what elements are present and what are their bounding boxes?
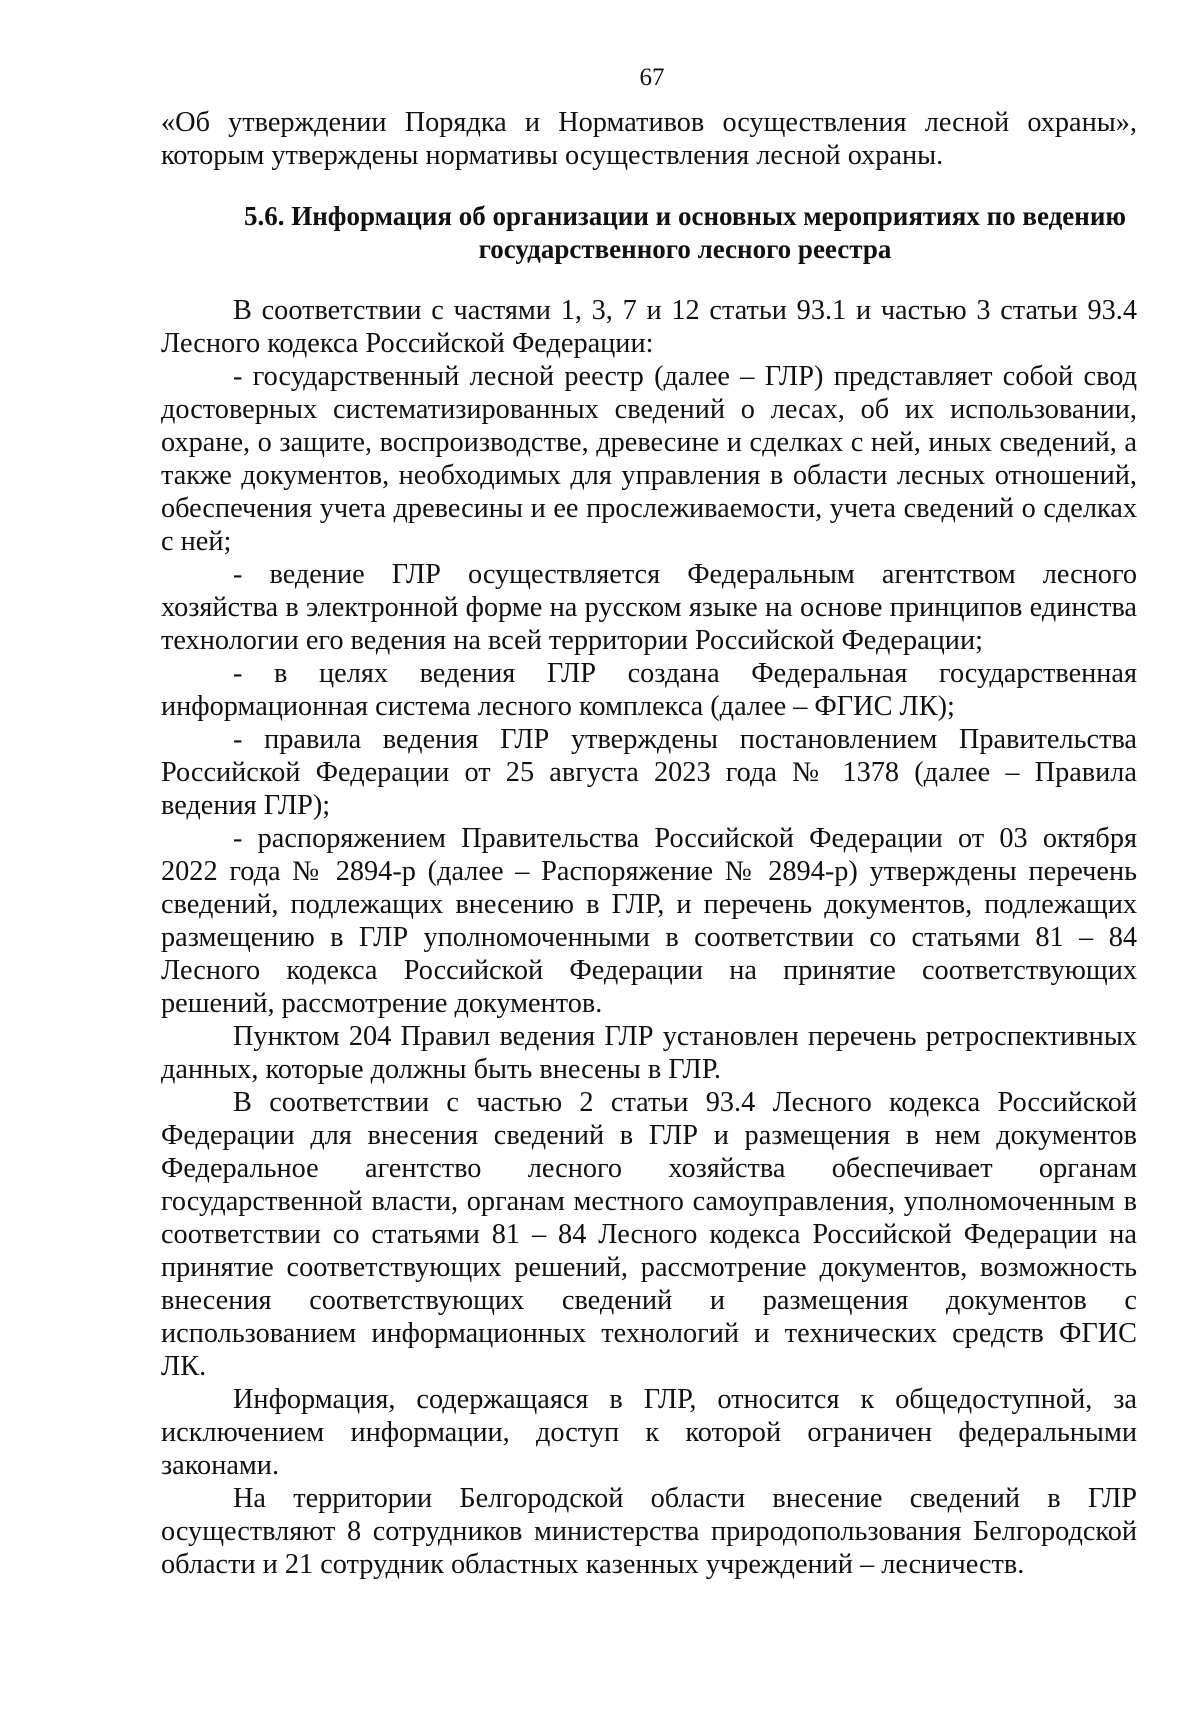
document-body: [161, 106, 1137, 1581]
paragraph: Пунктом 204 Правил ведения ГЛР установлен перечень ретроспективных данных, которые должны быть внесены в ГЛР.: [161, 1021, 1137, 1085]
list-item-paragraph: - ведение ГЛР осуществляется Федеральным агентством лесного хозяйства в электронной форме на русском языке на основе принципов единства технологии его ведения на всей территории Российской Федерации;: [161, 559, 1137, 656]
list-item-paragraph: - государственный лесной реестр (далее – ГЛР) представляет собой свод достоверных систематизированных сведений о лесах, об их использовании, охране, о защите, воспроизводстве, древесине и сделках с ней, иных сведений, а также документов, необходимых для управления в области лесных отношений, обеспечения учета древесины и ее прослеживаемости, учета сведений о сделках с ней;: [161, 361, 1137, 557]
list-item-paragraph: - распоряжением Правительства Российской Федерации от 03 октября 2022 года № 2894-р (далее – Распоряжение № 2894-р) утверждены перечень сведений, подлежащих внесению в ГЛР, и перечень документов, подлежащих размещению в ГЛР уполномоченными в соответствии со статьями 81 – 84 Лесного кодекса Российской Федерации на принятие соответствующих решений, рассмотрение документов.: [161, 823, 1137, 1019]
paragraph: Информация, содержащаяся в ГЛР, относится к общедоступной, за исключением информации, доступ к которой ограничен федеральными законами.: [161, 1384, 1137, 1481]
paragraph: В соответствии с частями 1, 3, 7 и 12 статьи 93.1 и частью 3 статьи 93.4 Лесного кодекса Российской Федерации:: [161, 295, 1137, 359]
list-item-paragraph: - правила ведения ГЛР утверждены постановлением Правительства Российской Федерации от 25 августа 2023 года № 1378 (далее – Правила ведения ГЛР);: [161, 724, 1137, 821]
section-heading: 5.6. Информация об организации и основных мероприятиях по ведению государственного лесного реестра: [243, 201, 1127, 264]
paragraph: На территории Белгородской области внесение сведений в ГЛР осуществляют 8 сотрудников министерства природопользования Белгородской области и 21 сотрудник областных казенных учреждений – лесничеств.: [161, 1483, 1137, 1580]
document-page: [161, 64, 1137, 1581]
paragraph: В соответствии с частью 2 статьи 93.4 Лесного кодекса Российской Федерации для внесения сведений в ГЛР и размещения в нем документов Федеральное агентство лесного хозяйства обеспечивает органам государственной власти, органам местного самоуправления, уполномоченным в соответствии со статьями 81 – 84 Лесного кодекса Российской Федерации на принятие соответствующих решений, рассмотрение документов, возможность внесения соответствующих сведений и размещения документов с использованием информационных технологий и технических средств ФГИС ЛК.: [161, 1087, 1137, 1382]
page-number: 67: [639, 64, 665, 91]
intro-continuation-paragraph: «Об утверждении Порядка и Нормативов осуществления лесной охраны», которым утверждены нормативы осуществления лесной охраны.: [161, 107, 1137, 171]
list-item-paragraph: - в целях ведения ГЛР создана Федеральная государственная информационная система лесного комплекса (далее – ФГИС ЛК);: [161, 658, 1137, 722]
